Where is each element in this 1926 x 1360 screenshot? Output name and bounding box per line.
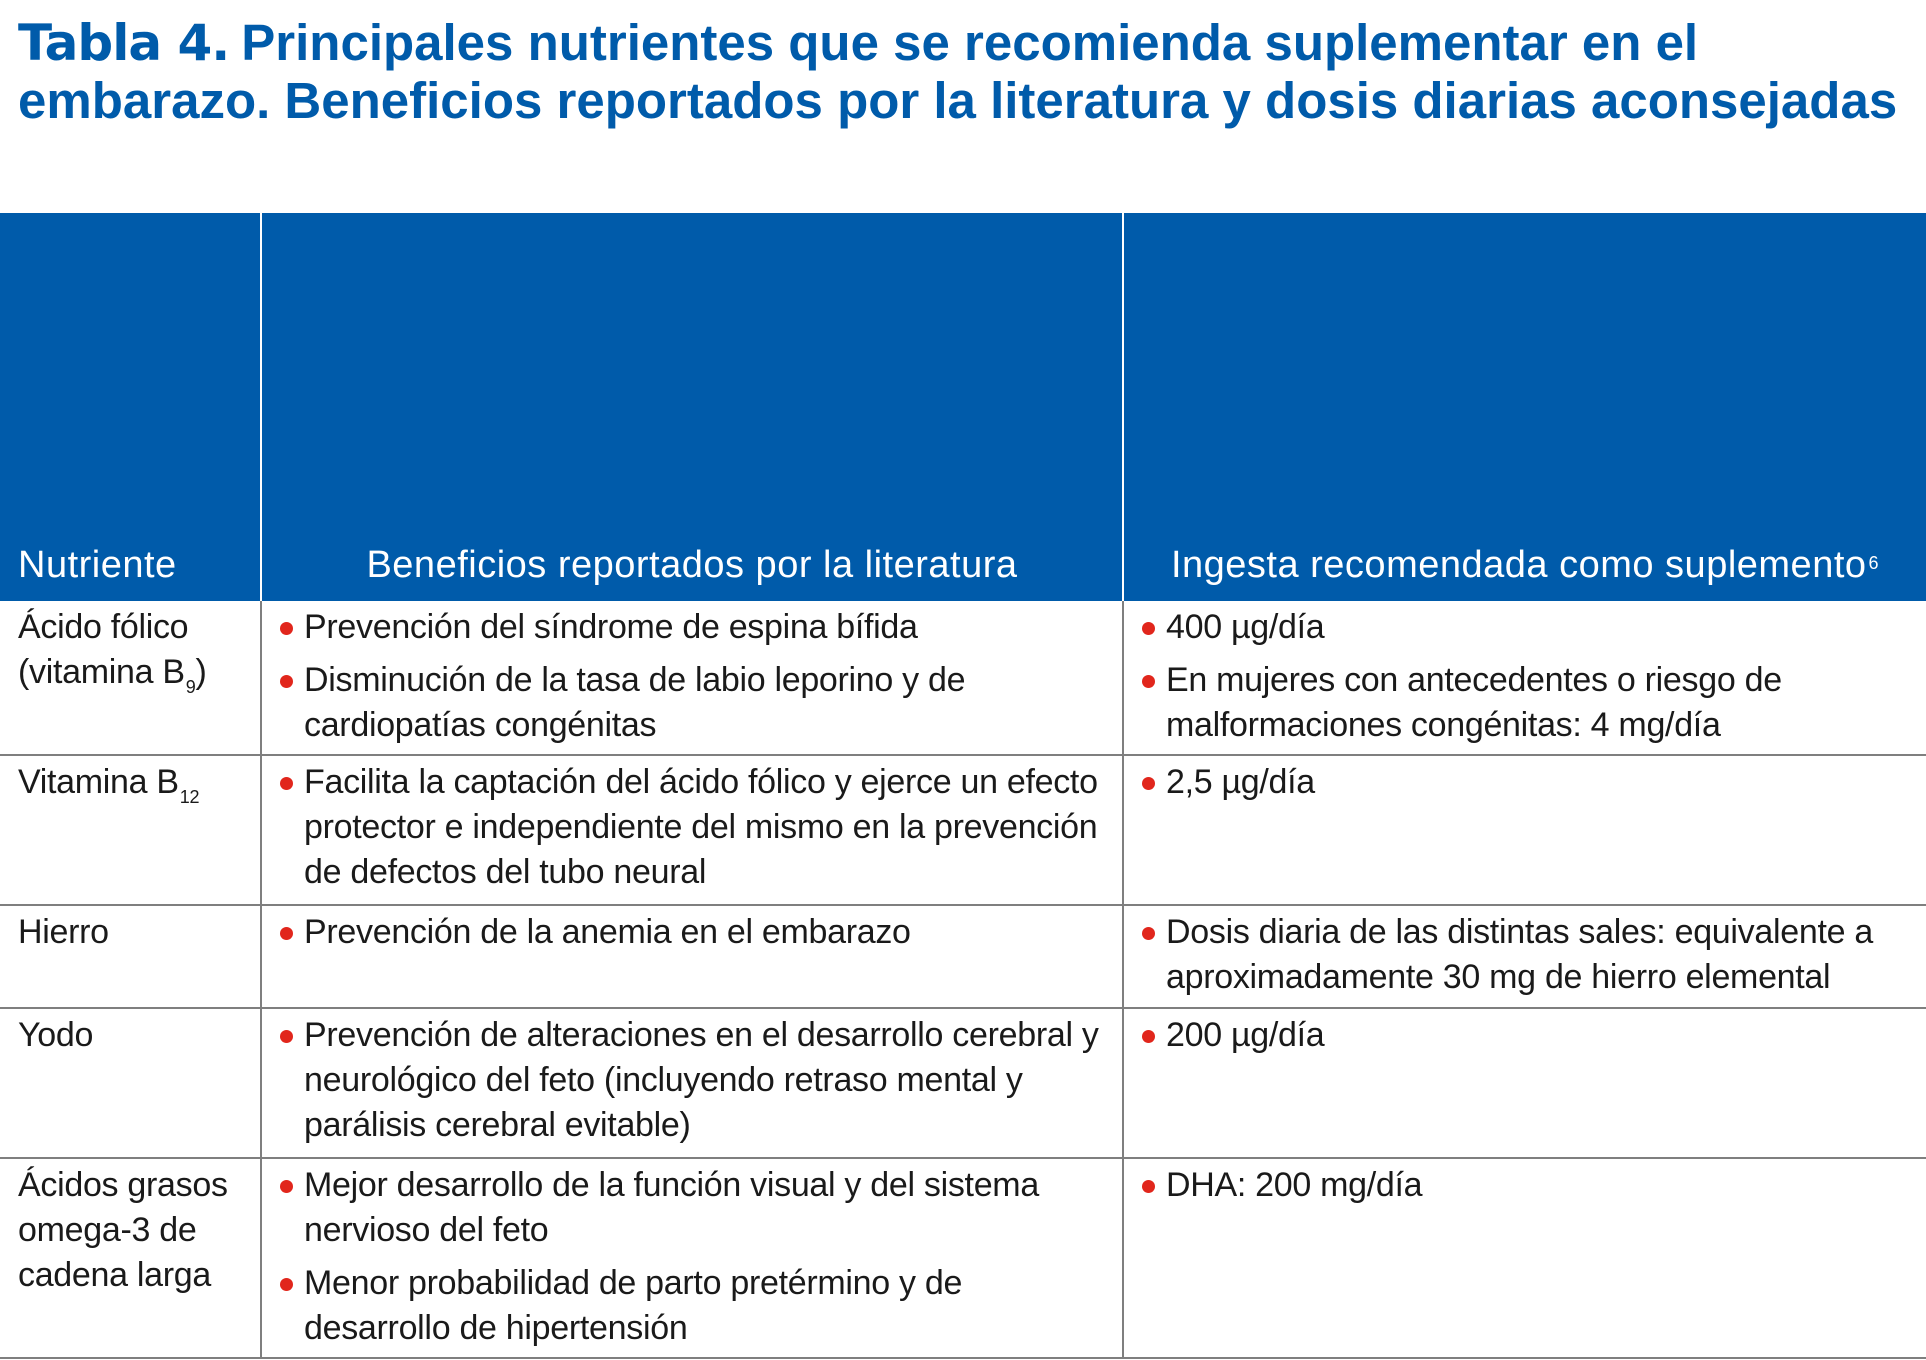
- header-benefits: [261, 213, 1123, 601]
- bullet-icon: [280, 1278, 293, 1291]
- table-row: [0, 755, 1926, 905]
- benefit-text: Menor probabilidad de parto pretérmino y de desarrollo de hipertensión: [304, 1264, 963, 1347]
- benefits-cell: [261, 905, 1123, 1008]
- header-benefits-label: Beneficios reportados por la literatura: [366, 544, 1018, 586]
- intake-cell: [1123, 755, 1926, 905]
- nutrients-table: [0, 213, 1926, 1359]
- benefit-text: Prevención de alteraciones en el desarrollo cerebral y neurológico del feto (incluyendo retraso mental y parálisis cerebral evitable): [304, 1016, 1099, 1144]
- bullet-icon: [280, 675, 293, 688]
- benefit-text: Mejor desarrollo de la función visual y del sistema nervioso del feto: [304, 1166, 1039, 1249]
- table-row: [0, 905, 1926, 1008]
- benefit-item: [278, 1163, 1102, 1253]
- nutrient-name-line3: cadena larga: [18, 1256, 211, 1294]
- header-row: [0, 213, 1926, 601]
- nutrient-name-text: (vitamina B: [18, 653, 185, 691]
- nutrient-cell: [0, 1008, 261, 1158]
- nutrients-table-container: [0, 213, 1926, 1359]
- intake-text: DHA: 200 mg/día: [1166, 1166, 1423, 1204]
- benefit-item: [278, 1261, 1102, 1351]
- intake-cell: [1123, 1008, 1926, 1158]
- bullet-icon: [280, 927, 293, 940]
- table-row: [0, 601, 1926, 755]
- table-body: [0, 601, 1926, 1358]
- intake-text: En mujeres con antecedentes o riesgo de malformaciones congénitas: 4 mg/día: [1166, 661, 1782, 744]
- intake-item: [1140, 605, 1906, 650]
- header-nutrient: [0, 213, 261, 601]
- bullet-icon: [1142, 1180, 1155, 1193]
- nutrient-name-text: Vitamina B: [18, 763, 179, 801]
- nutrient-cell: [0, 1158, 261, 1358]
- nutrient-name-close: ): [195, 653, 207, 691]
- nutrient-subscript: 9: [185, 677, 196, 697]
- benefit-text: Prevención de la anemia en el embarazo: [304, 913, 911, 951]
- intake-cell: [1123, 1158, 1926, 1358]
- benefit-item: [278, 658, 1102, 748]
- intake-cell: [1123, 905, 1926, 1008]
- bullet-icon: [280, 622, 293, 635]
- intake-item: [1140, 910, 1906, 1000]
- bullet-icon: [1142, 777, 1155, 790]
- header-nutrient-label: Nutriente: [18, 544, 177, 586]
- nutrient-name-line1: Hierro: [18, 913, 109, 951]
- intake-text: 200 µg/día: [1166, 1016, 1325, 1054]
- table-header: [0, 213, 1926, 601]
- intake-text: Dosis diaria de las distintas sales: equivalente a aproximadamente 30 mg de hierro elemental: [1166, 913, 1873, 996]
- nutrient-name-line1: Yodo: [18, 1016, 94, 1054]
- benefit-item: [278, 605, 1102, 650]
- intake-text: 2,5 µg/día: [1166, 763, 1315, 801]
- nutrient-cell: [0, 601, 261, 755]
- nutrient-name-line2: [18, 650, 242, 700]
- intake-item: [1140, 1163, 1906, 1208]
- intake-item: [1140, 1013, 1906, 1058]
- intake-item: [1140, 658, 1906, 748]
- nutrient-cell: [0, 755, 261, 905]
- header-intake-reference: 6: [1868, 553, 1880, 573]
- intake-item: [1140, 760, 1906, 805]
- bullet-icon: [280, 1180, 293, 1193]
- nutrient-name-line1: Ácido fólico: [18, 608, 189, 646]
- table-row: [0, 1008, 1926, 1158]
- benefit-item: [278, 910, 1102, 955]
- benefit-text: Prevención del síndrome de espina bífida: [304, 608, 918, 646]
- table-row: [0, 1158, 1926, 1358]
- table-title-text: Principales nutrientes que se recomienda suplementar en el embarazo. Beneficios reportados por la literatura y dosis diarias aconsejadas: [18, 14, 1898, 129]
- nutrient-name-line2: omega-3 de: [18, 1211, 197, 1249]
- benefits-cell: [261, 755, 1123, 905]
- table-title-label: Tabla 4.: [18, 14, 230, 72]
- benefits-cell: [261, 1008, 1123, 1158]
- bullet-icon: [280, 1030, 293, 1043]
- nutrient-name-line1: Ácidos grasos: [18, 1166, 228, 1204]
- intake-text: 400 µg/día: [1166, 608, 1325, 646]
- nutrient-subscript: 12: [179, 787, 200, 807]
- nutrient-name-line1: [18, 760, 242, 810]
- table-title: [18, 14, 1898, 130]
- bullet-icon: [1142, 622, 1155, 635]
- benefit-text: Facilita la captación del ácido fólico y ejerce un efecto protector e independiente del mismo en la prevención de defectos del tubo neural: [304, 763, 1098, 891]
- bullet-icon: [1142, 927, 1155, 940]
- bullet-icon: [1142, 675, 1155, 688]
- benefit-item: [278, 760, 1102, 895]
- benefits-cell: [261, 601, 1123, 755]
- intake-cell: [1123, 601, 1926, 755]
- benefits-cell: [261, 1158, 1123, 1358]
- bullet-icon: [1142, 1030, 1155, 1043]
- bullet-icon: [280, 777, 293, 790]
- benefit-item: [278, 1013, 1102, 1148]
- benefit-text: Disminución de la tasa de labio leporino y de cardiopatías congénitas: [304, 661, 966, 744]
- nutrient-cell: [0, 905, 261, 1008]
- header-intake: [1123, 213, 1926, 601]
- header-intake-label: Ingesta recomendada como suplemento: [1170, 544, 1867, 586]
